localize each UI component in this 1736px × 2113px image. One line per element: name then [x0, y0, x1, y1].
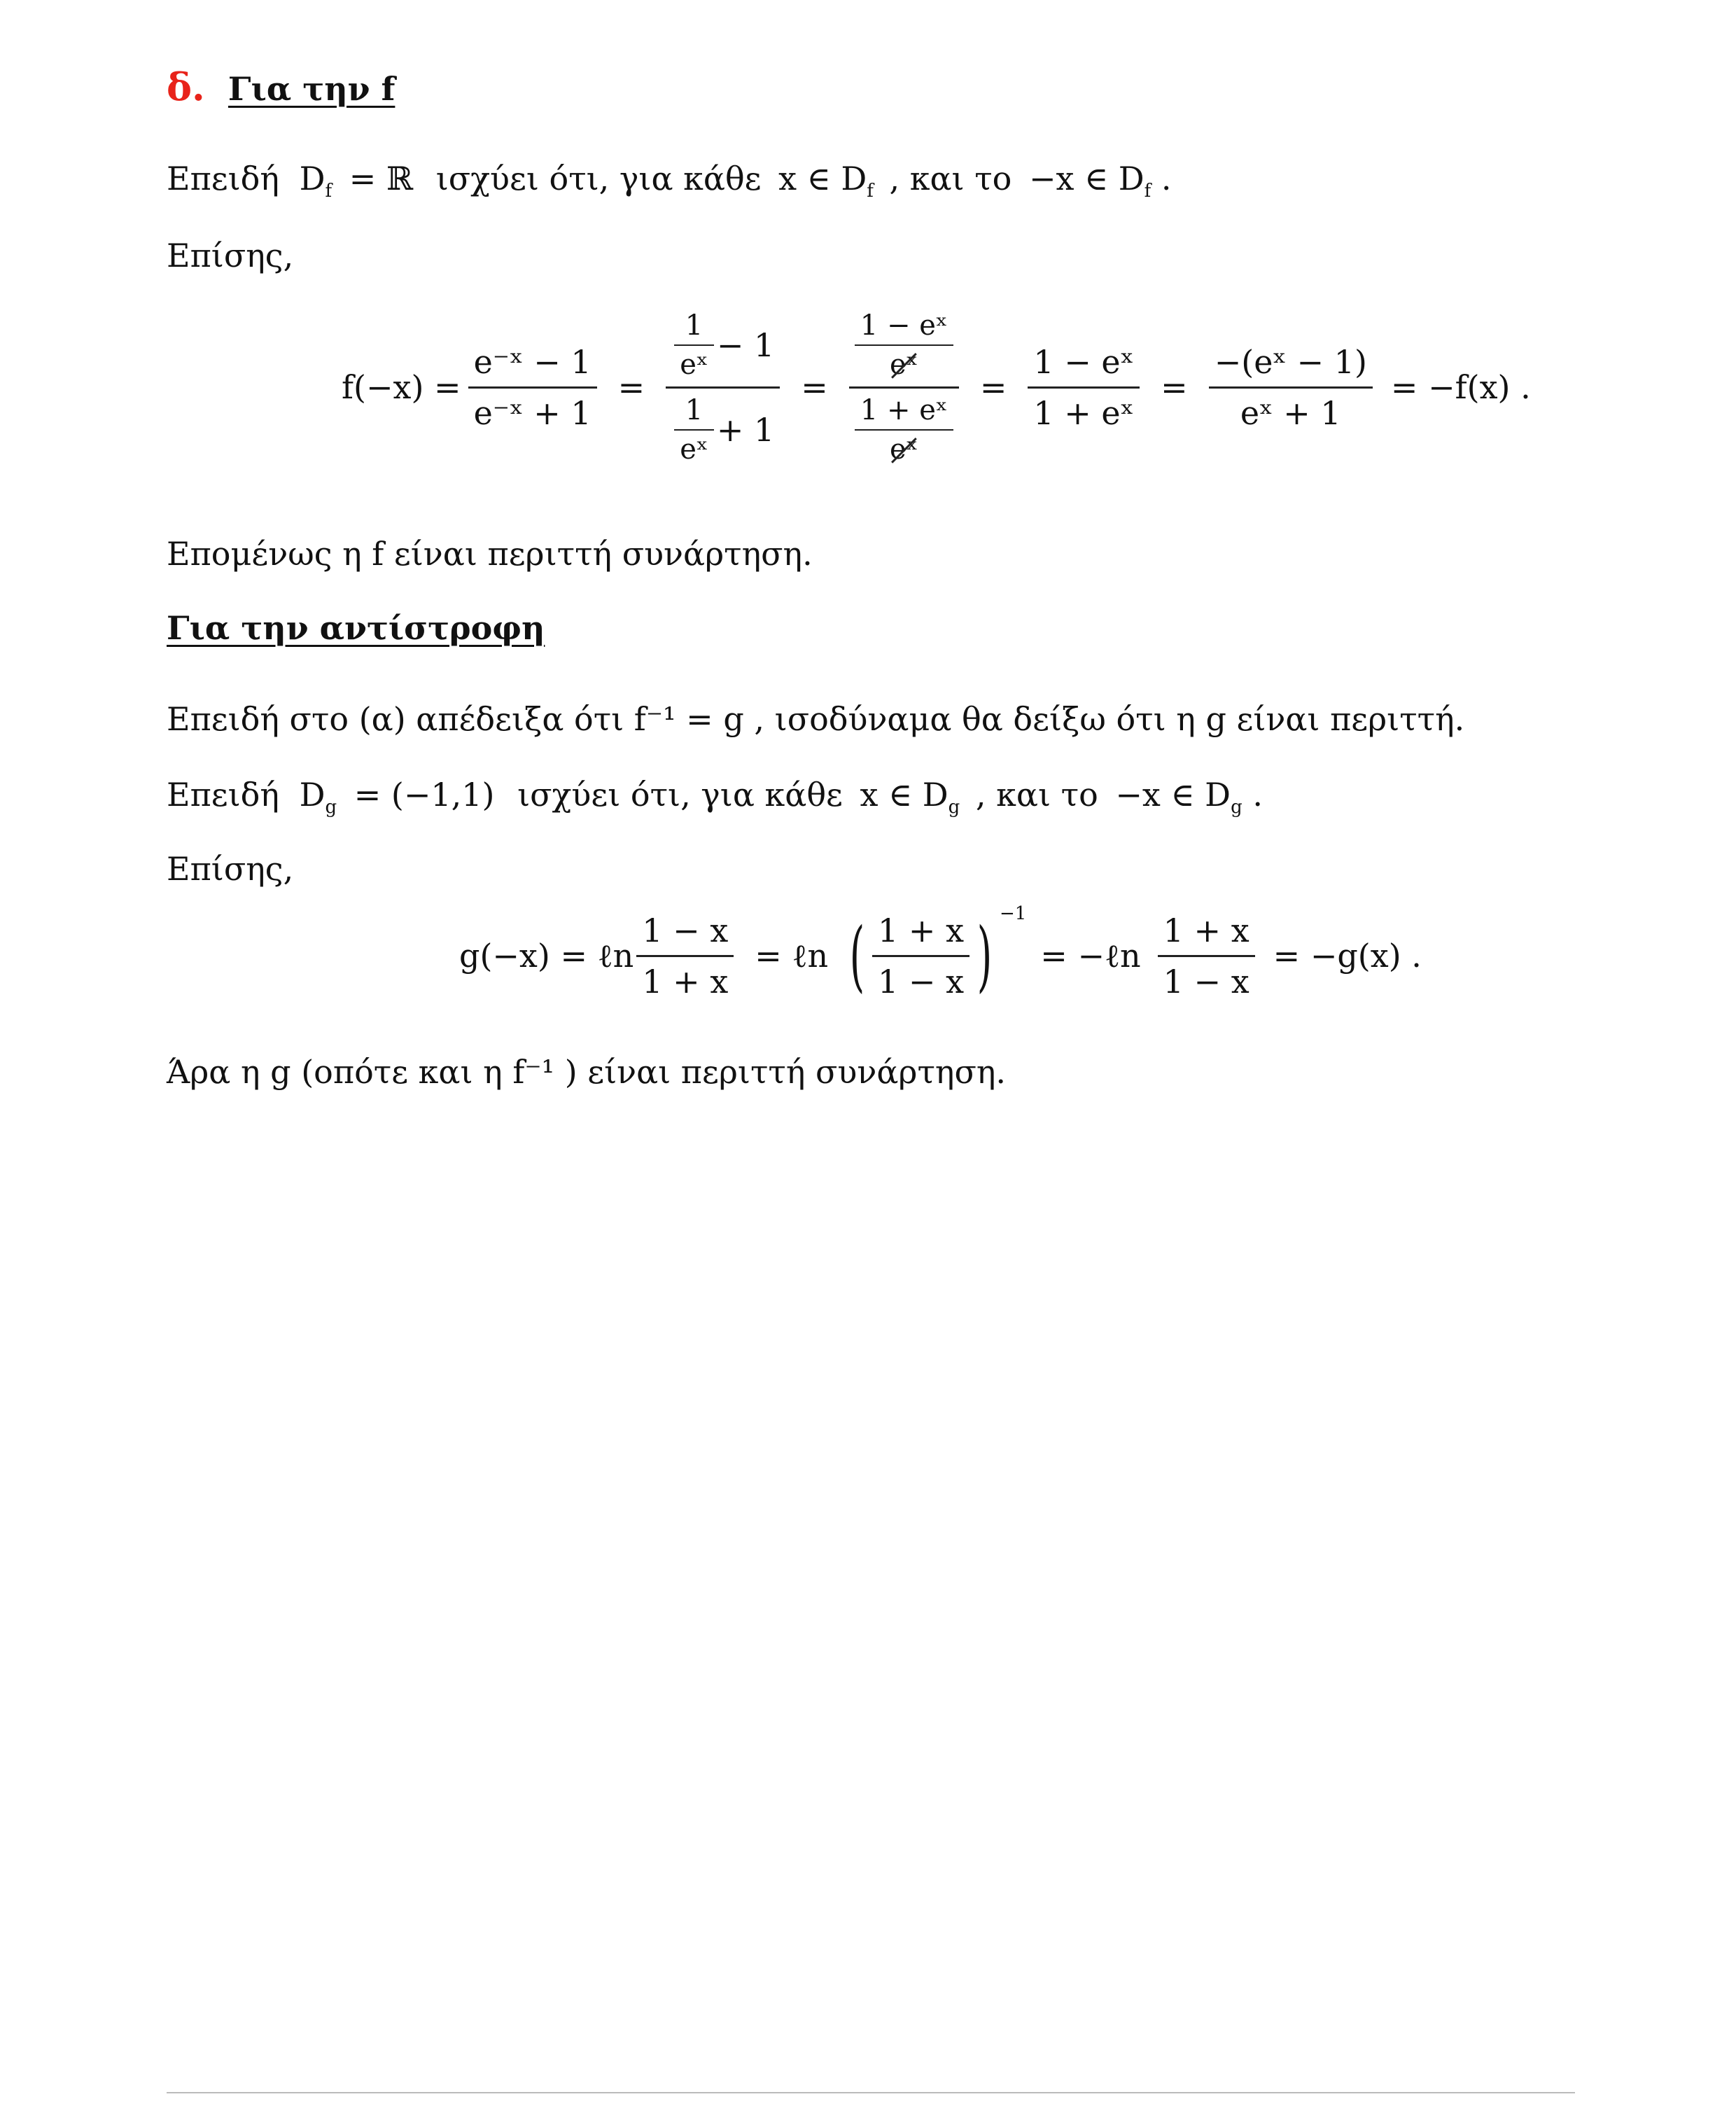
equation-f-odd: f(−x) = $\frac{\text{e⁻ˣ − 1}}{\text{e⁻ˣ + 1}}$ = $\frac{1}{\text{eˣ}}$ − 1 $\frac{1}{\text{eˣ}}$ + 1 = $\frac{\frac{\text{1 − eˣ}}{\text{eˣ}}}{\frac{\text{1 + eˣ}}{\text{eˣ}}}$ = $\frac{\text{1 − eˣ}}{\text{1 + eˣ}}$ = $\frac{\text{−(eˣ − 1)}}{\text{eˣ + 1}}$ = −f(x) . — [342, 309, 1531, 466]
fraction-1: $\frac{\text{e⁻ˣ − 1}}{\text{e⁻ˣ + 1}}$ — [468, 343, 597, 432]
also-label-2: Επίσης, — [167, 850, 294, 888]
fraction-4: $\frac{\text{1 − eˣ}}{\text{1 + eˣ}}$ — [1028, 343, 1140, 432]
conclusion-f: Επομένως η f είναι περιττή συνάρτηση. — [167, 535, 813, 573]
section-heading — [167, 64, 395, 109]
fraction-c: $\frac{1 + x}{1 - x}$ — [1158, 912, 1255, 1000]
section-letter: δ. — [167, 64, 205, 109]
fraction-2: $\frac{1}{\text{eˣ}}$ − 1 $\frac{1}{\text{eˣ}}$ + 1 — [666, 309, 780, 466]
fraction-5: $\frac{\text{−(eˣ − 1)}}{\text{eˣ + 1}}$ — [1209, 343, 1373, 432]
fraction-a: $\frac{1 - x}{1 + x}$ — [636, 912, 734, 1000]
domain-statement-g: Επειδή $D_g = (-1,1)$ ισχύει ότι, για κάθε x ∈ $D_g$ , και το −x ∈ $D_g$ . — [167, 776, 1263, 818]
domain-statement-f: Επειδή $D_f$ = ℝ ισχύει ότι, για κάθε x ∈ $D_f$ , και το −x ∈ $D_f$ . — [167, 160, 1172, 202]
final-conclusion: Άρα η g (οπότε και η f⁻¹ ) είναι περιττή συνάρτηση. — [167, 1053, 1007, 1091]
equation-g-odd: g(−x) = ℓn $\frac{1 - x}{1 + x}$ = ℓn ( $\frac{1 + x}{1 - x}$ ) −1 = −ℓn $\frac{1 + x}{1 - x}$ = −g(x) . — [459, 903, 1422, 1000]
fraction-b: $\frac{1 + x}{1 - x}$ — [872, 912, 969, 1000]
inverse-statement: Επειδή στο (α) απέδειξα ότι f⁻¹ = g , ισοδύναμα θα δείξω ότι η g είναι περιττή. — [167, 700, 1465, 738]
fraction-3: $\frac{\frac{\text{1 − eˣ}}{\text{eˣ}}}{\frac{\text{1 + eˣ}}{\text{eˣ}}}$ — [849, 309, 959, 466]
footer-divider — [167, 2092, 1575, 2093]
inverse-heading: Για την αντίστροφη — [167, 609, 545, 647]
section-title: Για την f — [227, 70, 396, 108]
also-label: Επίσης, — [167, 237, 294, 274]
